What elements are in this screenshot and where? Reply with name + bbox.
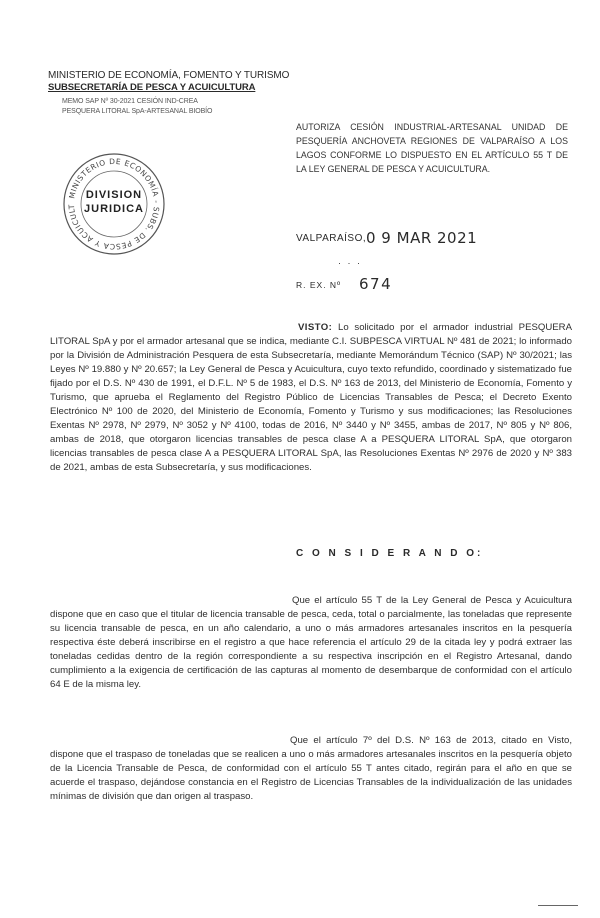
considerando-paragraph-2 bbox=[50, 734, 572, 804]
visto-text: Lo solicitado por el armador industrial PESQUERA LITORAL SpA y por el armador artesanal que se indica, mediante C.I. SUBPESCA VIRTUAL Nº 481 de 2021; lo informado por la División de Administración Pesquera de esta Subsecretaría, mediante Memorándum Técnico (SAP) Nº 30/2021; las Leyes Nº 19.880 y Nº 20.657; la Ley General de Pesca y Acuicultura, cuyo texto refundido, coordinado y sistematizado fue fijado por el D.S. Nº 430 de 1991, el D.F.L. Nº 5 de 1983, el D.S. Nº 163 de 2013, del Ministerio de Economía, Fomento y Turismo, que aprueba el Reglamento del Registro Público de Licencias Transables de Pesca; el Decreto Exento Electrónico Nº 100 de 2020, del Ministerio de Economía, Fomento y Turismo y sus modificaciones; las Resoluciones Exentas Nº 2978, Nº 2979, Nº 3052 y Nº 4100, todas de 2016, Nº 3440 y Nº 3455, ambas de 2017, Nº 805 y Nº 806, ambas de 2018, que otorgaron licencias transables de pesca clase A a PESQUERA LITORAL SpA, que otorgaron licencias transables de pesca clase A a PESQUERA LITORAL SpA, las Resoluciones Exentas Nº 2976 de 2020 y Nº 383 de 2021, ambas de esta Subsecretaría, y sus modificaciones. bbox=[50, 322, 572, 473]
page-corner-line bbox=[538, 905, 578, 906]
considerando-text-1: Que el artículo 55 T de la Ley General de Pesca y Acuicultura dispone que en caso que el titular de licencia transable de pesca, ceda, total o parcialmente, las toneladas que represente su licencia transable de pesca, en un año calendario, a uno o más armadores artesanales inscritos en la pesquería respectiva éste deberá inscribirse en el registro a que hace referencia el artículo 29 de la citada ley y podrá extraer las toneladas cedidas dentro de la región correspondiente a su respectiva inscripción en el Registro Artesanal, dando cumplimiento a la exigencia de certificación de las capturas al momento de desembarque de conformidad con el artículo 64 E de la misma ley. bbox=[50, 595, 572, 690]
division-juridica-stamp bbox=[62, 152, 166, 256]
stamp-outer-text: MINISTERIO DE ECONOMÍA - SUBS. DE PESCA Y ACUICULT bbox=[66, 156, 162, 252]
visto-label: VISTO: bbox=[298, 322, 333, 333]
company-reference: PESQUERA LITORAL SpA-ARTESANAL BIOBÍO bbox=[62, 108, 213, 115]
stamp-line-2: JURIDICA bbox=[84, 203, 144, 215]
resolution-date: 0 9 MAR 2021 bbox=[366, 229, 478, 247]
considerando-heading: C O N S I D E R A N D O: bbox=[296, 548, 484, 559]
resolution-number: 674 bbox=[359, 275, 393, 293]
considerando-text-2: Que el artículo 7º del D.S. Nº 163 de 2013, citado en Visto, dispone que el traspaso de toneladas que se realicen a uno o más armadores artesanales inscritos en la pesquería objeto de la Licencia Transable de Pesca, de conformidad con el artículo 55 T antes citado, regirán para el año en que se acuerde el traspaso, dejándose constancia en el Registro de Licencias Transables de la individualización de las unidades mínimas de división que dan origen al traspaso. bbox=[50, 735, 572, 802]
stamp-line-1: DIVISION bbox=[85, 189, 143, 201]
resolution-title: AUTORIZA CESIÓN INDUSTRIAL-ARTESANAL UNIDAD DE PESQUERÍA ANCHOVETA REGIONES DE VALPARAÍSO A LOS LAGOS CONFORME LO DISPUESTO EN EL ARTÍCULO 55 T DE LA LEY GENERAL DE PESCA Y ACUICULTURA. bbox=[296, 122, 568, 174]
subsecretaria-name: SUBSECRETARÍA DE PESCA Y ACUICULTURA bbox=[48, 82, 256, 93]
place-label: VALPARAÍSO, bbox=[296, 233, 367, 244]
visto-paragraph bbox=[50, 321, 572, 475]
ministry-name: MINISTERIO DE ECONOMÍA, FOMENTO Y TURISMO bbox=[48, 70, 290, 81]
considerando-paragraph-1 bbox=[50, 594, 572, 692]
resolution-label: R. EX. Nº bbox=[296, 280, 342, 290]
signature-dots: · · · bbox=[338, 258, 362, 268]
memo-reference: MEMO SAP Nº 30-2021 CESIÓN IND-CREA bbox=[62, 98, 198, 105]
